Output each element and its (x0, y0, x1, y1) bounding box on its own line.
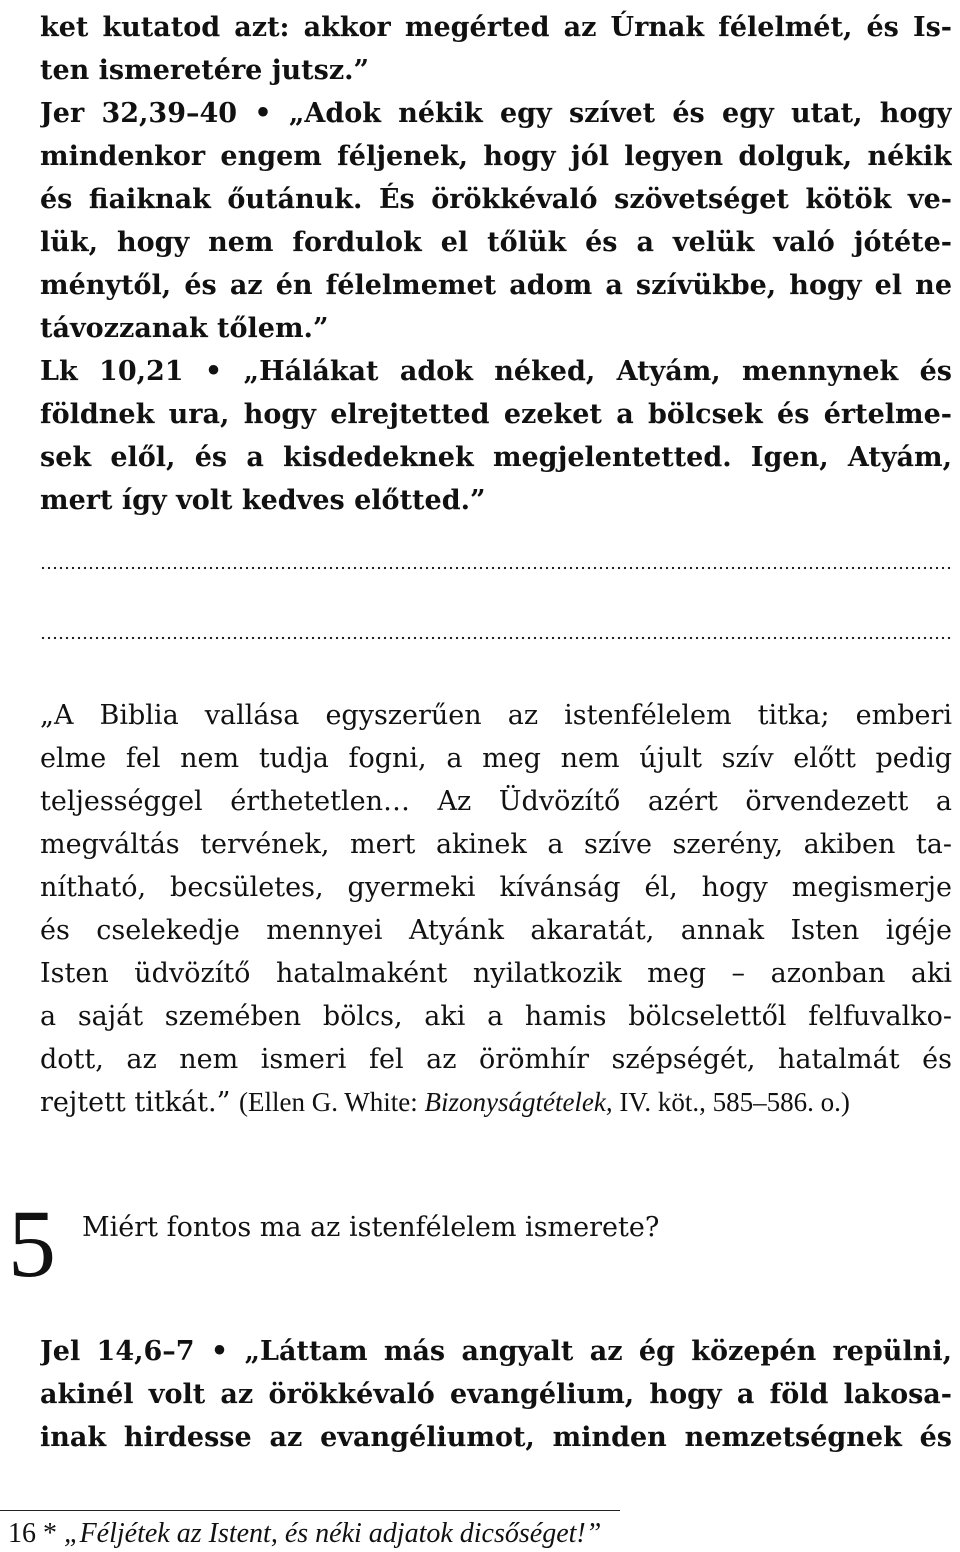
text-line: Jer 32,39–40 • „Adok nékik egy szívet és egy utat, hogy (40, 98, 952, 129)
footer-divider (0, 1510, 620, 1511)
asterisk-icon: * (43, 1518, 57, 1549)
text-line: mert így volt kedves előtted.” (40, 485, 486, 516)
quote-last-line (40, 1081, 952, 1124)
footer-motto: „Féljétek az Istent, és néki adjatok dicsőséget!” (64, 1518, 602, 1549)
quote-line: „A Biblia vallása egyszerűen az istenfélelem titka; emberi (40, 700, 952, 731)
text-line: sek elől, és a kisdedeknek megjelentetted. Igen, Atyám, (40, 442, 952, 473)
citation-title: Bizonyságtételek, (424, 1087, 613, 1117)
quote-line: Isten üdvözítő hatalmaként nyilatkozik meg – azonban aki (40, 958, 952, 989)
page-number: 16 (8, 1518, 36, 1549)
quote-line: nítható, becsületes, gyermeki kívánság él, hogy megismerje (40, 872, 952, 903)
text-line: távozzanak tőlem.” (40, 313, 329, 344)
quote-line: rejtett titkát.” (40, 1087, 231, 1118)
citation-author: (Ellen G. White: (239, 1087, 425, 1117)
quote-line: dott, az nem ismeri fel az örömhír szépségét, hatalmát és (40, 1044, 952, 1075)
quote-line: a saját szemében bölcs, aki a hamis bölcselettől felfuvalko- (40, 1001, 952, 1032)
text-line: és fiaiknak őutánuk. És örökkévaló szövetséget kötök ve- (40, 184, 952, 215)
scripture-block-2 (40, 1330, 952, 1459)
citation-source: IV. köt., 585–586. o.) (612, 1087, 850, 1117)
quote-line: és cselekedje mennyei Atyánk akaratát, annak Isten igéje (40, 915, 952, 946)
question-number: 5 (8, 1190, 56, 1297)
citation (239, 1087, 850, 1117)
footer-text (8, 1516, 601, 1552)
quote-line: teljességgel érthetetlen… Az Üdvözítő azért örvendezett a (40, 786, 952, 817)
text-line: lük, hogy nem fordulok el tőlük és a velük való jótéte- (40, 227, 952, 258)
text-line: akinél volt az örökkévaló evangélium, hogy a föld lakosa- (40, 1379, 952, 1410)
text-line: ten ismeretére jutsz.” (40, 55, 370, 86)
quote-line: megváltás tervének, mert akinek a szíve szerény, akiben ta- (40, 829, 952, 860)
text-line: ket kutatod azt: akkor megérted az Úrnak félelmét, és Is- (40, 12, 952, 43)
text-line: földnek ura, hogy elrejtetted ezeket a bölcsek és értelme- (40, 399, 952, 430)
ellen-white-quote (40, 694, 952, 1124)
text-line: ménytől, és az én félelmemet adom a szívükbe, hogy el ne (40, 270, 952, 301)
text-line: Jel 14,6–7 • „Láttam más angyalt az ég közepén repülni, (40, 1336, 952, 1367)
answer-line-dotted[interactable] (40, 636, 952, 640)
scripture-block-1 (40, 6, 952, 522)
page-footer (0, 1510, 960, 1552)
answer-line-dotted[interactable] (40, 566, 952, 570)
text-line: mindenkor engem féljenek, hogy jól legyen dolguk, nékik (40, 141, 952, 172)
text-line: inak hirdesse az evangéliumot, minden nemzetségnek és (40, 1422, 952, 1453)
question-text: Miért fontos ma az istenfélelem ismerete? (82, 1212, 660, 1243)
quote-line: elme fel nem tudja fogni, a meg nem újult szív előtt pedig (40, 743, 952, 774)
text-line: Lk 10,21 • „Hálákat adok néked, Atyám, mennynek és (40, 356, 952, 387)
